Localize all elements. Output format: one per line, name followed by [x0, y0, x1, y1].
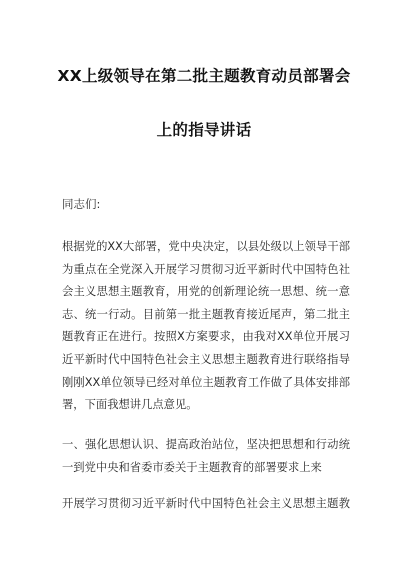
paragraph-line: 题教育正在进行。按照X方案要求，由我对XX单位开展习	[62, 330, 350, 344]
paragraph-line: 为重点在全党深入开展学习贯彻习近平新时代中国特色社	[62, 262, 350, 276]
paragraph-line: 署，下面我想讲几点意见。	[62, 398, 198, 412]
paragraph-line: 根据党的XX大部署，党中央决定，以县处级以上领导干部	[62, 240, 350, 253]
paragraph-line: 会主义思想主题教育，用党的创新理论统一思想、统一意	[62, 285, 350, 299]
salutation: 同志们:	[62, 197, 101, 211]
paragraph-line: 开展学习贯彻习近平新时代中国特色社会主义思想主题教	[62, 497, 350, 510]
paragraph-line: 近平新时代中国特色社会主义思想主题教育进行联络指导	[62, 352, 350, 366]
paragraph-section-1	[62, 493, 350, 516]
heading-line: 一、强化思想认识、提高政治站位，坚决把思想和行动统	[62, 438, 350, 451]
paragraph-line: 刚刚XX单位领导已经对单位主题教育工作做了具体安排部	[62, 375, 350, 389]
section-heading-1	[62, 434, 350, 479]
paragraph-line: 志、统一行动。目前第一批主题教育接近尾声，第二批主	[62, 307, 350, 321]
document-title-line-1: XX上级领导在第二批主题教育动员部署会	[57, 67, 351, 85]
paragraph-intro	[62, 236, 350, 417]
document-title-line-2: 上的指导讲话	[156, 121, 252, 139]
heading-line: 一到党中央和省委市委关于主题教育的部署要求上来	[62, 460, 322, 474]
